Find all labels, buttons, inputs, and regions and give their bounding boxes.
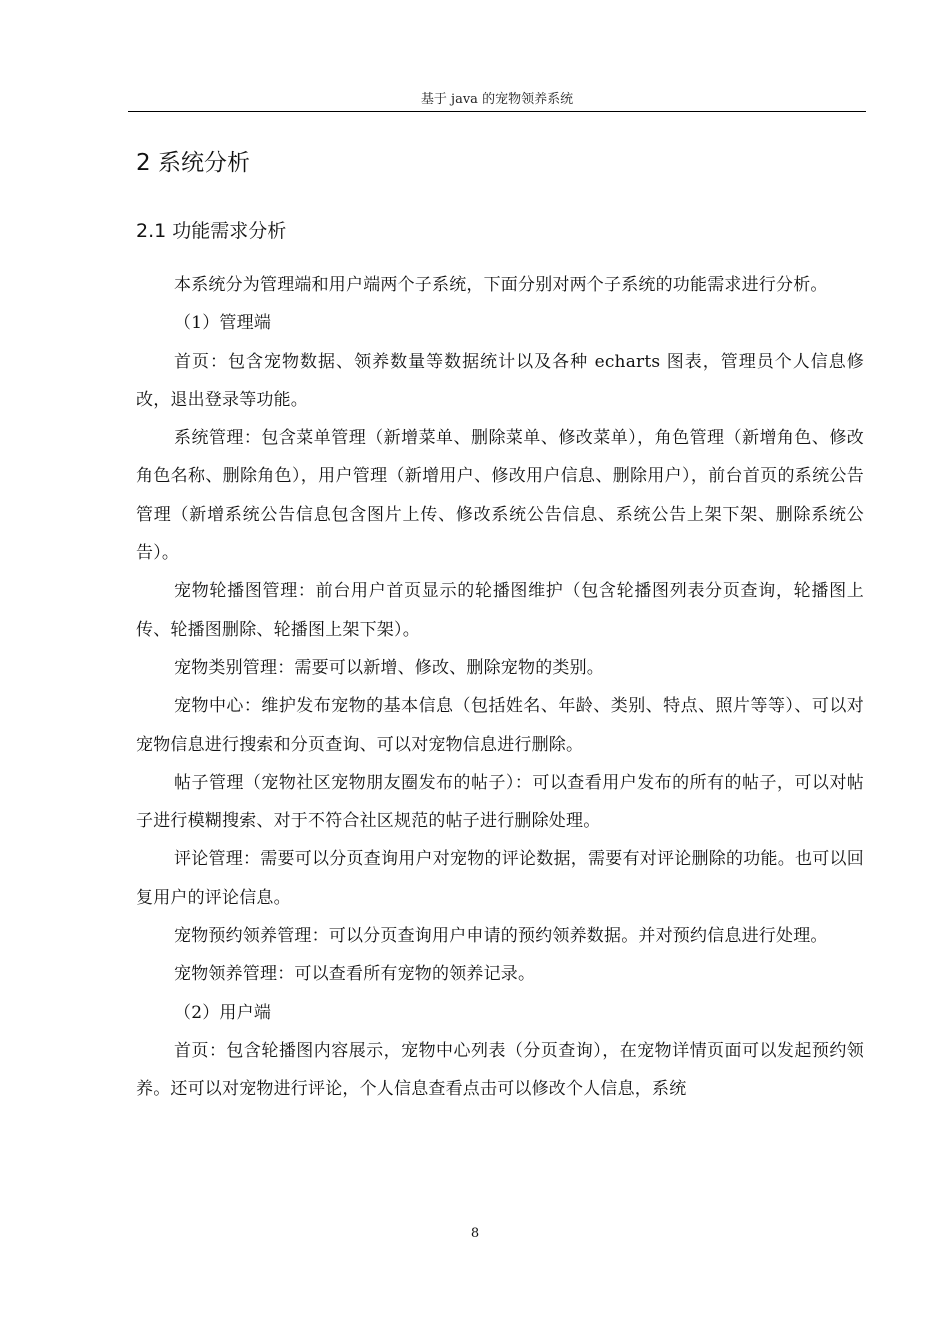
page-number: 8 (470, 1226, 480, 1241)
paragraph-pet-center: 宠物中心：维护发布宠物的基本信息（包括姓名、年龄、类别、特点、照片等等）、可以对宠物信息进行搜索和分页查询、可以对宠物信息进行删除。 (136, 696, 864, 755)
running-header: 基于 java 的宠物领养系统 (128, 90, 866, 112)
paragraph-adoption-management: 宠物领养管理：可以查看所有宠物的领养记录。 (174, 964, 536, 985)
paragraph-reservation-management: 宠物预约领养管理：可以分页查询用户申请的预约领养数据。并对预约信息进行处理。 (174, 926, 828, 947)
paragraph-admin-home: 首页：包含宠物数据、领养数量等数据统计以及各种 echarts 图表，管理员个人信息修改，退出登录等功能。 (136, 351, 864, 410)
paragraph-system-management: 系统管理：包含菜单管理（新增菜单、删除菜单、修改菜单），角色管理（新增角色、修改角色名称、删除角色），用户管理（新增用户、修改用户信息、删除用户），前台首页的系统公告管理（新增系统公告信息包含图片上传、修改系统公告信息、系统公告上架下架、删除系统公告）。 (136, 428, 864, 564)
paragraph-user-home: 首页：包含轮播图内容展示，宠物中心列表（分页查询），在宠物详情页面可以发起预约领养。还可以对宠物进行评论，个人信息查看点击可以修改个人信息，系统 (136, 1040, 864, 1100)
paragraph-user-heading: （2）用户端 (174, 1002, 272, 1023)
body-text (136, 266, 864, 1109)
paragraph-intro: 本系统分为管理端和用户端两个子系统，下面分别对两个子系统的功能需求进行分析。 (174, 275, 828, 295)
subsection-title: 2.1 功能需求分析 (136, 220, 287, 242)
paragraph-post-management: 帖子管理（宠物社区宠物朋友圈发布的帖子）：可以查看用户发布的所有的帖子，可以对帖子进行模糊搜索、对于不符合社区规范的帖子进行删除处理。 (136, 772, 864, 832)
paragraph-category-management: 宠物类别管理：需要可以新增、修改、删除宠物的类别。 (174, 657, 604, 678)
paragraph-admin-heading: （1）管理端 (174, 313, 272, 334)
paragraph-carousel-management: 宠物轮播图管理：前台用户首页显示的轮播图维护（包含轮播图列表分页查询，轮播图上传、轮播图删除、轮播图上架下架）。 (136, 581, 864, 640)
paragraph-comment-management: 评论管理：需要可以分页查询用户对宠物的评论数据，需要有对评论删除的功能。也可以回复用户的评论信息。 (136, 849, 864, 908)
section-title: 2 系统分析 (136, 150, 250, 176)
